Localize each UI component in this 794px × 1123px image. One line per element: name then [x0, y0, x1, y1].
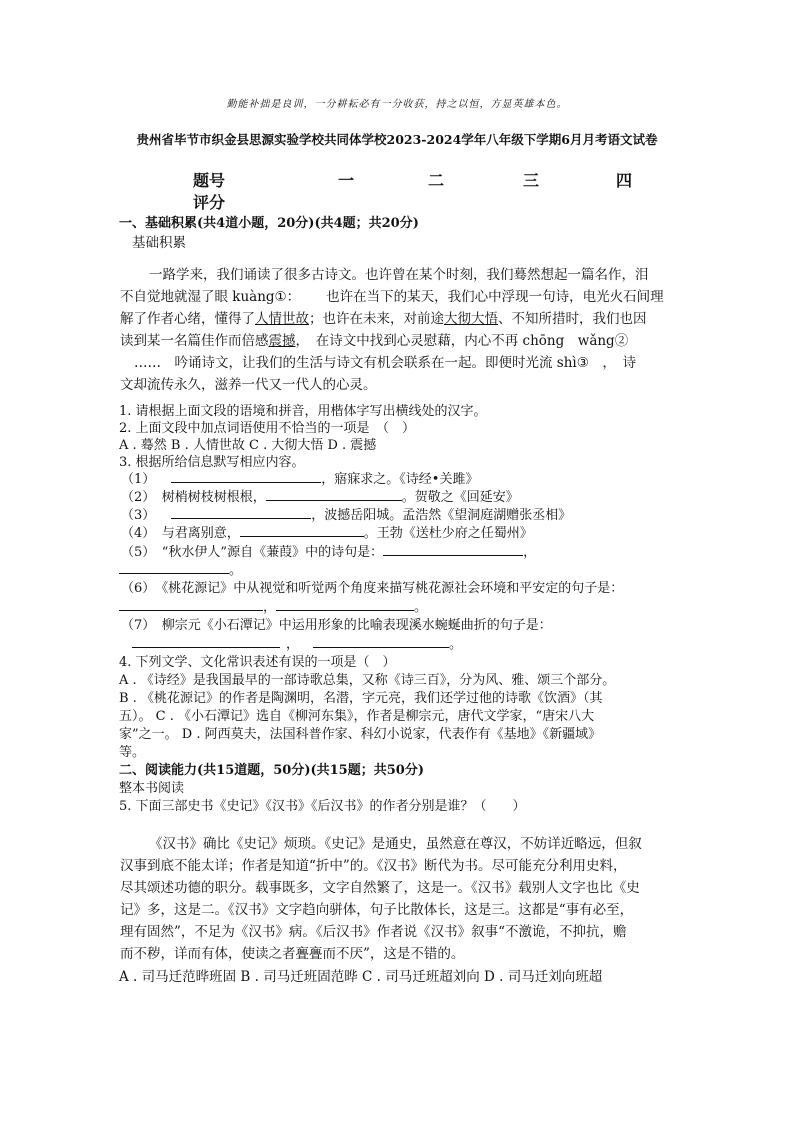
score-table-col-1: 一 — [338, 171, 355, 190]
question-3-item-1: （1） ，寤寐求之。《诗经•关雎》 — [121, 468, 478, 487]
question-3-item-7: （7） 柳宗元《小石潭记》中运用形象的比喻表现溪水蜿蜒曲折的句子是： — [121, 618, 552, 633]
question-3-item-6: （6） 《桃花源记》中从视觉和听觉两个角度来描写桃花源社会环境和平安定的句子是： — [121, 581, 624, 596]
answer-blank[interactable] — [119, 559, 229, 574]
section-2-subheading: 整本书阅读 — [119, 781, 185, 796]
motto-line: 勤能补拙是良训，一分耕耘必有一分收获，持之以恒，方显英雄本色。 — [226, 99, 568, 110]
answer-blank[interactable] — [266, 486, 402, 501]
question-4-line: A . 《诗经》是我国最早的一部诗歌总集，又称《诗三百》，分为风、雅、颂三个部分。 — [119, 673, 616, 688]
passage-line: 汉事到底不能太详；作者是知道“折中”的。《汉书》断代为书。尽可能充分利用史料， — [120, 858, 627, 874]
score-table-score-label: 评分 — [193, 193, 226, 212]
score-table-row-label: 题号 — [193, 171, 226, 190]
passage-line: 一路学来，我们诵读了很多古诗文。也许曾在某个时刻，我们蓦然想起一篇名作，泪 — [149, 267, 649, 283]
answer-blank[interactable] — [240, 522, 364, 537]
question-3-item-5-cont: 。 — [119, 559, 242, 578]
section-1-heading: 一、基础积累(共4道小题，20分)(共4题；共20分) — [119, 216, 419, 231]
question-4-line: B . 《桃花源记》的作者是陶渊明，名潜，字元亮，我们还学过他的诗歌《饮酒》（其 — [119, 691, 603, 706]
passage-line: …… 吟诵诗文，让我们的生活与诗文有机会联系在一起。即便时光流 shì③ ， 诗 — [134, 355, 637, 371]
passage-line: 《汉书》确比《史记》烦琐。《史记》是通史，虽然意在尊汉，不妨详近略远，但叙 — [149, 836, 642, 852]
dotted-term: 大彻大悟 — [444, 311, 498, 327]
score-table-col-2: 二 — [428, 171, 445, 190]
question-3-item-4: （4） 与君离别意， 。王勃《送杜少府之任蜀州》 — [121, 522, 533, 541]
question-5-options: A . 司马迁范晔班固 B . 司马迁班固范晔 C . 司马迁班超刘向 D . 司马迁刘向班超 — [119, 969, 603, 985]
question-4: 4. 下列文学、文化常识表述有误的一项是（ ） — [119, 655, 396, 670]
answer-blank[interactable] — [383, 541, 523, 556]
answer-blank[interactable] — [313, 633, 449, 648]
passage-line: 解了作者心绪，懂得了人情世故；也许在未来，对前途大彻大悟、不知所措时，我们也因 — [120, 311, 647, 327]
section-2-heading: 二、阅读能力(共15道题，50分)(共15题；共50分) — [119, 763, 424, 778]
question-2-options: A . 蓦然 B . 人情世故 C . 大彻大悟 D . 震撼 — [119, 438, 377, 453]
question-2: 2. 上面文段中加点词语使用不恰当的一项是 （ ） — [119, 421, 416, 436]
section-1-subheading: 基础积累 — [132, 235, 186, 251]
dotted-term: 人情世故 — [255, 311, 309, 327]
question-3: 3. 根据所给信息默写相应内容。 — [119, 455, 305, 470]
answer-blank[interactable] — [119, 596, 263, 611]
question-3-item-2: （2） 树梢树枝树根根， 。贺敬之《回延安》 — [121, 486, 519, 505]
score-table-col-3: 三 — [523, 171, 540, 190]
passage-line: 文却流传永久，滋养一代又一代人的心灵。 — [120, 377, 377, 393]
exam-title: 贵州省毕节市织金县思源实验学校共同体学校2023-2024学年八年级下学期6月月考语文试卷 — [136, 132, 658, 147]
question-3-item-7-cont: ， 。 — [132, 633, 462, 652]
passage-line: 理有固然”，不足为《汉书》病。《后汉书》作者说《汉书》叙事“不激诡，不抑抗，赡 — [120, 924, 627, 940]
question-3-item-5: （5） “秋水伊人”源自《蒹葭》中的诗句是： ， — [121, 541, 536, 560]
answer-blank[interactable] — [132, 633, 280, 648]
question-4-line: 五）。 C . 《小石潭记》选自《柳河东集》，作者是柳宗元，唐代文学家，“唐宋八大 — [119, 709, 595, 724]
question-3-item-6-cont: ， 。 — [119, 596, 427, 615]
passage-line: 不自觉地就湿了眼 kuàng①： 也许在当下的某天，我们心中浮现一句诗，电光火石间理 — [120, 289, 664, 305]
passage-line: 记》多，这是二。《汉书》文字趋向骈体，句子比散体长，这是三。这都是“事有必至， — [120, 902, 634, 918]
score-table-col-4: 四 — [616, 171, 633, 190]
question-1: 1. 请根据上面文段的语境和拼音，用楷体字写出横线处的汉字。 — [119, 404, 487, 419]
question-3-item-3: （3） ，波撼岳阳城。孟浩然《望洞庭湖赠张丞相》 — [121, 504, 571, 523]
answer-blank[interactable] — [171, 504, 311, 519]
dotted-term: 震撼 — [268, 333, 296, 349]
question-5: 5. 下面三部史书《史记》《汉书》《后汉书》的作者分别是谁？（ ） — [119, 799, 526, 814]
answer-blank[interactable] — [171, 468, 321, 483]
passage-line: 读到某一名篇佳作而倍感震撼， 在诗文中找到心灵慰藉，内心不再 chōng wǎng② — [120, 333, 629, 349]
answer-blank[interactable] — [276, 596, 414, 611]
passage-line: 尽其颂述功德的职分。载事既多，文字自然繁了，这是一。《汉书》载别人文字也比《史 — [120, 880, 640, 896]
passage-line: 而不秽，详而有体，使读之者亹亹而不厌”，这是不错的。 — [120, 946, 465, 962]
question-4-line: 家”之一。 D . 阿西莫夫，法国科普作家、科幻小说家，代表作有《基地》《新疆域》 — [119, 727, 602, 742]
question-4-line: 等。 — [119, 745, 146, 760]
